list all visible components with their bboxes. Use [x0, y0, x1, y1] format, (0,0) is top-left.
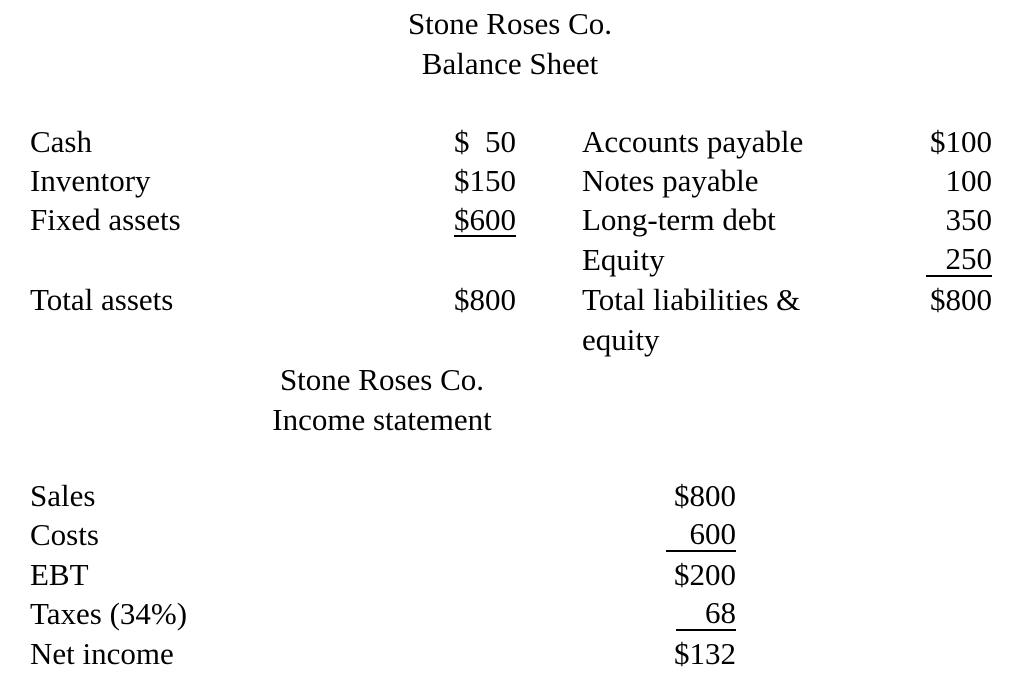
liability-value-long-term-debt: 350 — [945, 202, 992, 237]
total-assets-value: $800 — [454, 282, 516, 317]
income-label-sales: Sales — [30, 478, 96, 513]
income-value-ebt: $200 — [674, 557, 736, 592]
liability-value-notes-payable: 100 — [945, 163, 992, 198]
asset-label-cash: Cash — [30, 124, 92, 159]
asset-label-fixed-assets: Fixed assets — [30, 202, 181, 237]
balance-sheet-header — [360, 6, 660, 82]
total-liabilities-label-line2: equity — [582, 322, 660, 357]
balance-sheet-company: Stone Roses Co. — [407, 6, 613, 41]
income-statement-header — [232, 362, 532, 438]
asset-label-inventory: Inventory — [30, 163, 151, 198]
liability-value-equity: 250 — [926, 242, 992, 277]
liability-label-accounts-payable: Accounts payable — [582, 124, 804, 159]
total-liabilities-value: $800 — [930, 282, 992, 317]
income-value-sales: $800 — [674, 478, 736, 513]
income-label-net-income: Net income — [30, 636, 174, 671]
income-label-taxes: Taxes (34%) — [30, 596, 188, 631]
asset-value-cash: $ 50 — [454, 124, 516, 159]
income-value-costs: 600 — [666, 517, 736, 552]
income-label-costs: Costs — [30, 517, 99, 552]
income-statement-title: Income statement — [272, 402, 492, 437]
income-value-net-income: $132 — [674, 636, 736, 671]
liability-label-long-term-debt: Long-term debt — [582, 202, 776, 237]
total-liabilities-label-line1: Total liabilities & — [582, 282, 801, 317]
liability-value-accounts-payable: $100 — [930, 124, 992, 159]
liability-label-equity: Equity — [582, 242, 665, 277]
income-value-taxes: 68 — [676, 596, 736, 631]
income-statement-company: Stone Roses Co. — [279, 362, 485, 397]
asset-value-inventory: $150 — [454, 163, 516, 198]
income-label-ebt: EBT — [30, 557, 89, 592]
asset-value-fixed-assets: $600 — [454, 202, 516, 237]
liability-label-notes-payable: Notes payable — [582, 163, 759, 198]
balance-sheet-title: Balance Sheet — [421, 46, 599, 81]
total-assets-label: Total assets — [30, 282, 174, 317]
